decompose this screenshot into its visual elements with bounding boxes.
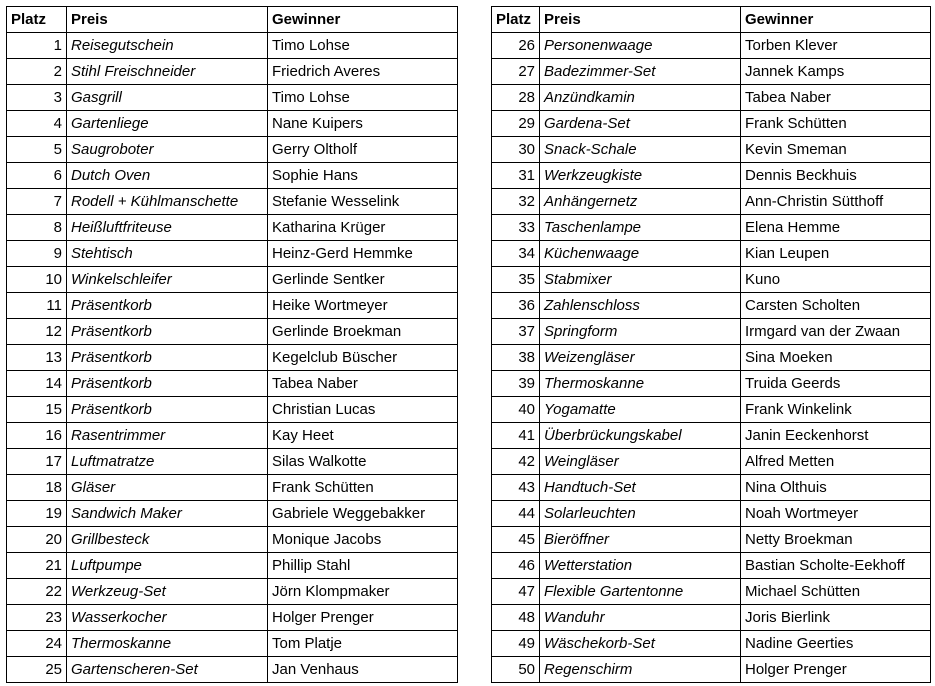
gewinner-cell: Katharina Krüger bbox=[268, 215, 458, 241]
gewinner-cell: Holger Prenger bbox=[741, 657, 931, 683]
gewinner-cell: Nina Olthuis bbox=[741, 475, 931, 501]
platz-cell: 37 bbox=[492, 319, 540, 345]
preis-cell: Flexible Gartentonne bbox=[540, 579, 741, 605]
table-row bbox=[492, 579, 931, 605]
table-row bbox=[492, 345, 931, 371]
gewinner-cell: Jan Venhaus bbox=[268, 657, 458, 683]
preis-cell: Stehtisch bbox=[67, 241, 268, 267]
platz-cell: 12 bbox=[7, 319, 67, 345]
preis-cell: Weizengläser bbox=[540, 345, 741, 371]
preis-cell: Sandwich Maker bbox=[67, 501, 268, 527]
platz-cell: 42 bbox=[492, 449, 540, 475]
platz-cell: 28 bbox=[492, 85, 540, 111]
platz-cell: 38 bbox=[492, 345, 540, 371]
table-row bbox=[7, 501, 458, 527]
table-row bbox=[7, 215, 458, 241]
table-row bbox=[492, 527, 931, 553]
header-gewinner: Gewinner bbox=[741, 7, 931, 33]
gewinner-cell: Michael Schütten bbox=[741, 579, 931, 605]
platz-cell: 36 bbox=[492, 293, 540, 319]
table-row bbox=[7, 137, 458, 163]
table-row bbox=[7, 319, 458, 345]
platz-cell: 7 bbox=[7, 189, 67, 215]
preis-cell: Gasgrill bbox=[67, 85, 268, 111]
preis-cell: Gardena-Set bbox=[540, 111, 741, 137]
gewinner-cell: Irmgard van der Zwaan bbox=[741, 319, 931, 345]
platz-cell: 16 bbox=[7, 423, 67, 449]
platz-cell: 2 bbox=[7, 59, 67, 85]
header-platz: Platz bbox=[492, 7, 540, 33]
platz-cell: 26 bbox=[492, 33, 540, 59]
platz-cell: 49 bbox=[492, 631, 540, 657]
preis-cell: Gartenscheren-Set bbox=[67, 657, 268, 683]
gewinner-cell: Joris Bierlink bbox=[741, 605, 931, 631]
table-row bbox=[7, 553, 458, 579]
gewinner-cell: Kian Leupen bbox=[741, 241, 931, 267]
preis-cell: Heißluftfriteuse bbox=[67, 215, 268, 241]
preis-cell: Weingläser bbox=[540, 449, 741, 475]
preis-cell: Zahlenschloss bbox=[540, 293, 741, 319]
header-gewinner: Gewinner bbox=[268, 7, 458, 33]
preis-cell: Luftpumpe bbox=[67, 553, 268, 579]
table-row bbox=[492, 631, 931, 657]
platz-cell: 48 bbox=[492, 605, 540, 631]
table-row bbox=[492, 267, 931, 293]
preis-cell: Yogamatte bbox=[540, 397, 741, 423]
table-row bbox=[492, 397, 931, 423]
header-preis: Preis bbox=[67, 7, 268, 33]
gewinner-cell: Nadine Geerties bbox=[741, 631, 931, 657]
table-row bbox=[492, 319, 931, 345]
preis-cell: Wasserkocher bbox=[67, 605, 268, 631]
platz-cell: 17 bbox=[7, 449, 67, 475]
platz-cell: 18 bbox=[7, 475, 67, 501]
header-preis: Preis bbox=[540, 7, 741, 33]
preis-cell: Gläser bbox=[67, 475, 268, 501]
preis-cell: Wanduhr bbox=[540, 605, 741, 631]
table-row bbox=[492, 553, 931, 579]
table-row bbox=[7, 397, 458, 423]
table-row bbox=[492, 501, 931, 527]
gewinner-cell: Silas Walkotte bbox=[268, 449, 458, 475]
preis-cell: Präsentkorb bbox=[67, 371, 268, 397]
platz-cell: 41 bbox=[492, 423, 540, 449]
platz-cell: 47 bbox=[492, 579, 540, 605]
table-row bbox=[492, 371, 931, 397]
platz-cell: 21 bbox=[7, 553, 67, 579]
header-platz: Platz bbox=[7, 7, 67, 33]
preis-cell: Wäschekorb-Set bbox=[540, 631, 741, 657]
gewinner-cell: Heike Wortmeyer bbox=[268, 293, 458, 319]
platz-cell: 45 bbox=[492, 527, 540, 553]
table-row bbox=[7, 579, 458, 605]
preis-cell: Springform bbox=[540, 319, 741, 345]
gewinner-cell: Noah Wortmeyer bbox=[741, 501, 931, 527]
table-row bbox=[7, 241, 458, 267]
platz-cell: 46 bbox=[492, 553, 540, 579]
table-row bbox=[492, 657, 931, 683]
prize-table-left bbox=[6, 6, 458, 683]
platz-cell: 4 bbox=[7, 111, 67, 137]
preis-cell: Präsentkorb bbox=[67, 345, 268, 371]
platz-cell: 13 bbox=[7, 345, 67, 371]
gewinner-cell: Christian Lucas bbox=[268, 397, 458, 423]
preis-cell: Luftmatratze bbox=[67, 449, 268, 475]
gewinner-cell: Janin Eeckenhorst bbox=[741, 423, 931, 449]
platz-cell: 31 bbox=[492, 163, 540, 189]
platz-cell: 27 bbox=[492, 59, 540, 85]
gewinner-cell: Heinz-Gerd Hemmke bbox=[268, 241, 458, 267]
preis-cell: Taschenlampe bbox=[540, 215, 741, 241]
preis-cell: Saugroboter bbox=[67, 137, 268, 163]
platz-cell: 43 bbox=[492, 475, 540, 501]
preis-cell: Wetterstation bbox=[540, 553, 741, 579]
gewinner-cell: Friedrich Averes bbox=[268, 59, 458, 85]
table-row bbox=[492, 111, 931, 137]
preis-cell: Werkzeug-Set bbox=[67, 579, 268, 605]
table-row bbox=[492, 293, 931, 319]
header-row bbox=[492, 7, 931, 33]
gewinner-cell: Nane Kuipers bbox=[268, 111, 458, 137]
table-row bbox=[492, 33, 931, 59]
gewinner-cell: Netty Broekman bbox=[741, 527, 931, 553]
table-row bbox=[7, 163, 458, 189]
preis-cell: Regenschirm bbox=[540, 657, 741, 683]
table-row bbox=[492, 423, 931, 449]
gewinner-cell: Sina Moeken bbox=[741, 345, 931, 371]
platz-cell: 33 bbox=[492, 215, 540, 241]
preis-cell: Rasentrimmer bbox=[67, 423, 268, 449]
platz-cell: 10 bbox=[7, 267, 67, 293]
gewinner-cell: Gerlinde Sentker bbox=[268, 267, 458, 293]
preis-cell: Gartenliege bbox=[67, 111, 268, 137]
gewinner-cell: Kay Heet bbox=[268, 423, 458, 449]
platz-cell: 44 bbox=[492, 501, 540, 527]
platz-cell: 24 bbox=[7, 631, 67, 657]
preis-cell: Stihl Freischneider bbox=[67, 59, 268, 85]
gewinner-cell: Jannek Kamps bbox=[741, 59, 931, 85]
gewinner-cell: Kegelclub Büscher bbox=[268, 345, 458, 371]
preis-cell: Präsentkorb bbox=[67, 319, 268, 345]
table-row bbox=[492, 215, 931, 241]
table-row bbox=[492, 475, 931, 501]
table-row bbox=[492, 85, 931, 111]
preis-cell: Stabmixer bbox=[540, 267, 741, 293]
platz-cell: 6 bbox=[7, 163, 67, 189]
platz-cell: 30 bbox=[492, 137, 540, 163]
table-row bbox=[7, 605, 458, 631]
platz-cell: 50 bbox=[492, 657, 540, 683]
preis-cell: Präsentkorb bbox=[67, 293, 268, 319]
preis-cell: Küchenwaage bbox=[540, 241, 741, 267]
platz-cell: 1 bbox=[7, 33, 67, 59]
gewinner-cell: Holger Prenger bbox=[268, 605, 458, 631]
gewinner-cell: Stefanie Wesselink bbox=[268, 189, 458, 215]
preis-cell: Grillbesteck bbox=[67, 527, 268, 553]
platz-cell: 11 bbox=[7, 293, 67, 319]
gewinner-cell: Gerry Oltholf bbox=[268, 137, 458, 163]
table-row bbox=[7, 449, 458, 475]
preis-cell: Thermoskanne bbox=[540, 371, 741, 397]
gewinner-cell: Timo Lohse bbox=[268, 33, 458, 59]
table-row bbox=[7, 111, 458, 137]
gewinner-cell: Tom Platje bbox=[268, 631, 458, 657]
gewinner-cell: Ann-Christin Sütthoff bbox=[741, 189, 931, 215]
gewinner-cell: Kuno bbox=[741, 267, 931, 293]
gewinner-cell: Tabea Naber bbox=[741, 85, 931, 111]
gewinner-cell: Phillip Stahl bbox=[268, 553, 458, 579]
platz-cell: 5 bbox=[7, 137, 67, 163]
table-row bbox=[492, 449, 931, 475]
gewinner-cell: Dennis Beckhuis bbox=[741, 163, 931, 189]
preis-cell: Thermoskanne bbox=[67, 631, 268, 657]
table-row bbox=[7, 475, 458, 501]
platz-cell: 8 bbox=[7, 215, 67, 241]
platz-cell: 9 bbox=[7, 241, 67, 267]
platz-cell: 19 bbox=[7, 501, 67, 527]
preis-cell: Solarleuchten bbox=[540, 501, 741, 527]
table-row bbox=[492, 59, 931, 85]
gewinner-cell: Timo Lohse bbox=[268, 85, 458, 111]
gewinner-cell: Frank Schütten bbox=[268, 475, 458, 501]
preis-cell: Überbrückungskabel bbox=[540, 423, 741, 449]
platz-cell: 20 bbox=[7, 527, 67, 553]
table-row bbox=[492, 605, 931, 631]
gewinner-cell: Torben Klever bbox=[741, 33, 931, 59]
gewinner-cell: Alfred Metten bbox=[741, 449, 931, 475]
platz-cell: 3 bbox=[7, 85, 67, 111]
table-row bbox=[7, 371, 458, 397]
table-row bbox=[7, 59, 458, 85]
table-row bbox=[492, 189, 931, 215]
preis-cell: Rodell + Kühlmanschette bbox=[67, 189, 268, 215]
preis-cell: Personenwaage bbox=[540, 33, 741, 59]
platz-cell: 35 bbox=[492, 267, 540, 293]
preis-cell: Snack-Schale bbox=[540, 137, 741, 163]
preis-cell: Badezimmer-Set bbox=[540, 59, 741, 85]
preis-cell: Reisegutschein bbox=[67, 33, 268, 59]
platz-cell: 15 bbox=[7, 397, 67, 423]
gewinner-cell: Truida Geerds bbox=[741, 371, 931, 397]
gewinner-cell: Frank Winkelink bbox=[741, 397, 931, 423]
platz-cell: 39 bbox=[492, 371, 540, 397]
gewinner-cell: Bastian Scholte-Eekhoff bbox=[741, 553, 931, 579]
gewinner-cell: Kevin Smeman bbox=[741, 137, 931, 163]
gewinner-cell: Jörn Klompmaker bbox=[268, 579, 458, 605]
gewinner-cell: Monique Jacobs bbox=[268, 527, 458, 553]
table-row bbox=[7, 293, 458, 319]
gewinner-cell: Gabriele Weggebakker bbox=[268, 501, 458, 527]
table-row bbox=[7, 657, 458, 683]
table-row bbox=[492, 241, 931, 267]
table-row bbox=[492, 137, 931, 163]
preis-cell: Bieröffner bbox=[540, 527, 741, 553]
platz-cell: 14 bbox=[7, 371, 67, 397]
table-row bbox=[7, 631, 458, 657]
platz-cell: 23 bbox=[7, 605, 67, 631]
table-row bbox=[7, 423, 458, 449]
table-row bbox=[492, 163, 931, 189]
preis-cell: Winkelschleifer bbox=[67, 267, 268, 293]
table-row bbox=[7, 527, 458, 553]
preis-cell: Dutch Oven bbox=[67, 163, 268, 189]
table-row bbox=[7, 33, 458, 59]
gewinner-cell: Gerlinde Broekman bbox=[268, 319, 458, 345]
platz-cell: 32 bbox=[492, 189, 540, 215]
preis-cell: Anzündkamin bbox=[540, 85, 741, 111]
platz-cell: 34 bbox=[492, 241, 540, 267]
gewinner-cell: Frank Schütten bbox=[741, 111, 931, 137]
prize-table-right bbox=[491, 6, 931, 683]
platz-cell: 40 bbox=[492, 397, 540, 423]
table-row bbox=[7, 85, 458, 111]
preis-cell: Präsentkorb bbox=[67, 397, 268, 423]
header-row bbox=[7, 7, 458, 33]
preis-cell: Werkzeugkiste bbox=[540, 163, 741, 189]
platz-cell: 25 bbox=[7, 657, 67, 683]
preis-cell: Handtuch-Set bbox=[540, 475, 741, 501]
platz-cell: 22 bbox=[7, 579, 67, 605]
table-row bbox=[7, 267, 458, 293]
platz-cell: 29 bbox=[492, 111, 540, 137]
gewinner-cell: Tabea Naber bbox=[268, 371, 458, 397]
gewinner-cell: Carsten Scholten bbox=[741, 293, 931, 319]
gewinner-cell: Sophie Hans bbox=[268, 163, 458, 189]
gewinner-cell: Elena Hemme bbox=[741, 215, 931, 241]
preis-cell: Anhängernetz bbox=[540, 189, 741, 215]
table-row bbox=[7, 189, 458, 215]
table-row bbox=[7, 345, 458, 371]
